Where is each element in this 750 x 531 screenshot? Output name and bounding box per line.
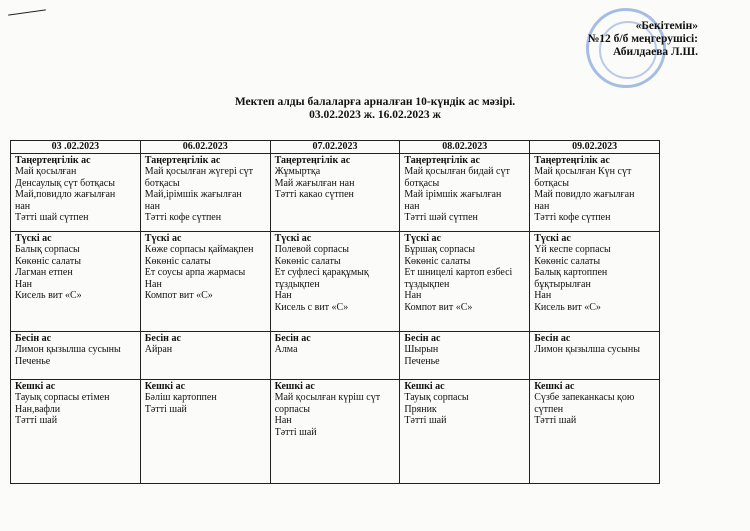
meal-row-snack [11,331,660,379]
dish-line: Тәтті шәй сүтпен [404,212,478,223]
meal-row-breakfast [11,153,660,231]
dish-line: Май қосылған [15,166,77,177]
dish-line: Май повидло жағылған [534,189,635,200]
dish-line: ботқасы [404,177,440,189]
dish-line: тұздықпен [274,278,320,290]
menu-cell [11,379,141,483]
dish-line: Үй кеспе сорпасы [534,244,611,255]
meal-row-lunch [11,231,660,331]
dish-line: Көкөніс салаты [274,255,341,267]
dish-line: сүтпен [534,403,564,415]
dish-line: Көкөніс салаты [15,255,81,267]
dish-line: Лагман етпен [15,267,73,278]
meal-heading: Таңертеңгілік ас [274,154,351,166]
menu-cell [11,153,141,231]
dish-line: Май қосылған күріш сүт [274,392,381,403]
dish-line: Компот вит «С» [404,301,473,313]
dish-line: нан [404,200,420,212]
dish-line: Май ірімшік жағылған [404,189,502,200]
date-header-row [11,141,660,154]
menu-cell [140,331,270,379]
title-line-2: 03.02.2023 ж. 16.02.2023 ж [309,109,441,121]
meal-heading: Бесін ас [274,332,311,344]
dish-line: Тәтті шай [534,415,577,426]
dish-line: Тәтті кофе сүтпен [534,212,611,223]
date-header: 08.02.2023 [400,141,530,154]
title-line-1: Мектеп алды балаларға арналған 10-күндік ас мәзірі. [234,96,516,108]
meal-heading: Бесін ас [15,332,52,344]
approval-line-3: Абилдаева Л.Ш. [612,46,698,58]
dish-line: Май қосылған бидай сүт [404,166,510,177]
menu-cell [140,153,270,231]
dish-line: Печенье [15,355,51,367]
meal-row-dinner [11,379,660,483]
dish-line: Көкөніс салаты [404,255,471,267]
meal-heading: Таңертеңгілік ас [144,154,221,166]
dish-line: Тәтті шай сүтпен [15,212,89,223]
dish-line: Компот вит «С» [144,290,213,301]
dish-line: Тәтті шай [15,415,58,426]
dish-line: Нан [274,415,292,426]
meal-heading: Түскі ас [144,232,182,244]
menu-cell [400,331,530,379]
dish-line: Нан,вафли [15,403,61,415]
meal-heading: Таңертеңгілік ас [534,154,610,166]
meal-heading: Бесін ас [404,332,441,344]
dish-line: Көкөніс салаты [534,255,601,267]
dish-line: бұқтырылған [534,278,591,290]
menu-cell [270,153,400,231]
dish-line: сорпасы [274,403,310,415]
meal-heading: Кешкі ас [404,380,445,392]
menu-cell [400,153,530,231]
approval-line-1: «Бекітемін» [635,20,698,32]
dish-line: Нан [534,290,552,301]
dish-line: Май қосылған Күн сүт [534,166,632,177]
menu-cell [270,231,400,331]
dish-line: Май жағылған нан [274,177,355,189]
dish-line: Май қосылған жүгері сүт [144,166,254,177]
dish-line: Печенье [404,355,440,367]
dish-line: нан [534,200,550,212]
meal-heading: Таңертеңгілік ас [15,154,91,166]
menu-cell [11,331,141,379]
meal-heading: Кешкі ас [15,380,56,392]
dish-line: Кисель вит «С» [534,301,601,313]
approval-block [588,20,698,59]
menu-cell [140,379,270,483]
dish-line: Шырын [404,344,439,355]
meal-heading: Түскі ас [404,232,441,244]
dish-line: Лимон қызылша сусыны [15,344,121,355]
corner-mark [8,9,46,15]
dish-line: Май,повидло жағылған [15,189,116,200]
dish-line: Тәтті шай [144,403,187,415]
document-title [150,96,600,122]
dish-line: Ет суфлесі қарақұмық [274,267,369,278]
dish-line: Нан [274,290,292,301]
menu-cell [400,379,530,483]
dish-line: Ет шницелі картоп езбесі [404,267,513,278]
menu-cell [530,231,660,331]
dish-line: ботқасы [144,177,180,189]
dish-line: Бұршақ сорпасы [404,244,476,255]
dish-line: Лимон қызылша сусыны [534,344,640,355]
menu-cell [11,231,141,331]
menu-table [10,140,660,484]
dish-line: Ет соусы арпа жармасы [144,267,246,278]
meal-heading: Кешкі ас [274,380,315,392]
dish-line: Нан [404,290,422,301]
meal-heading: Түскі ас [15,232,52,244]
dish-line: Балық картоппен [534,267,608,278]
dish-line: ботқасы [534,177,569,189]
dish-line: Тауық сорпасы етімен [15,392,110,403]
date-header: 07.02.2023 [270,141,400,154]
menu-cell [530,379,660,483]
date-header: 09.02.2023 [530,141,660,154]
meal-heading: Түскі ас [534,232,571,244]
meal-heading: Бесін ас [144,332,181,344]
menu-cell [140,231,270,331]
dish-line: Май,ірімшік жағылған [144,189,242,200]
dish-line: Сүзбе запеканкасы қою [534,392,635,403]
menu-cell [530,331,660,379]
dish-line: Көкөніс салаты [144,255,211,267]
meal-heading: Түскі ас [274,232,312,244]
date-header: 03 .02.2023 [11,141,141,154]
dish-line: Полевой сорпасы [274,244,350,255]
dish-line: Бәліш картоппен [144,392,217,403]
menu-cell [400,231,530,331]
meal-heading: Кешкі ас [144,380,186,392]
dish-line: нан [144,200,160,212]
dish-line: Нан [15,278,33,290]
dish-line: Тәтті какао сүтпен [274,189,354,200]
menu-cell [530,153,660,231]
meal-heading: Кешкі ас [534,380,575,392]
dish-line: Алма [274,344,298,355]
dish-line: Денсаулық сүт ботқасы [15,177,115,189]
dish-line: Балық сорпасы [15,244,80,255]
dish-line: нан [15,200,31,212]
approval-line-2: №12 б/б меңгерушісі: [587,33,698,45]
dish-line: Кисель вит «С» [15,290,82,301]
dish-line: Тәтті шай [274,426,317,438]
dish-line: тұздықпен [404,278,450,290]
meal-heading: Таңертеңгілік ас [404,154,480,166]
dish-line: Жұмыртқа [274,166,321,177]
dish-line: Тауық сорпасы [404,392,469,403]
dish-line: Көже сорпасы қаймақпен [144,244,254,255]
date-header: 06.02.2023 [140,141,270,154]
dish-line: Тәтті кофе сүтпен [144,212,222,223]
menu-cell [270,379,400,483]
dish-line: Тәтті шай [404,415,447,426]
menu-cell [270,331,400,379]
dish-line: Айран [144,344,173,355]
dish-line: Кисель с вит «С» [274,301,349,313]
meal-heading: Бесін ас [534,332,571,344]
dish-line: Нан [144,278,162,290]
dish-line: Пряник [404,403,437,415]
